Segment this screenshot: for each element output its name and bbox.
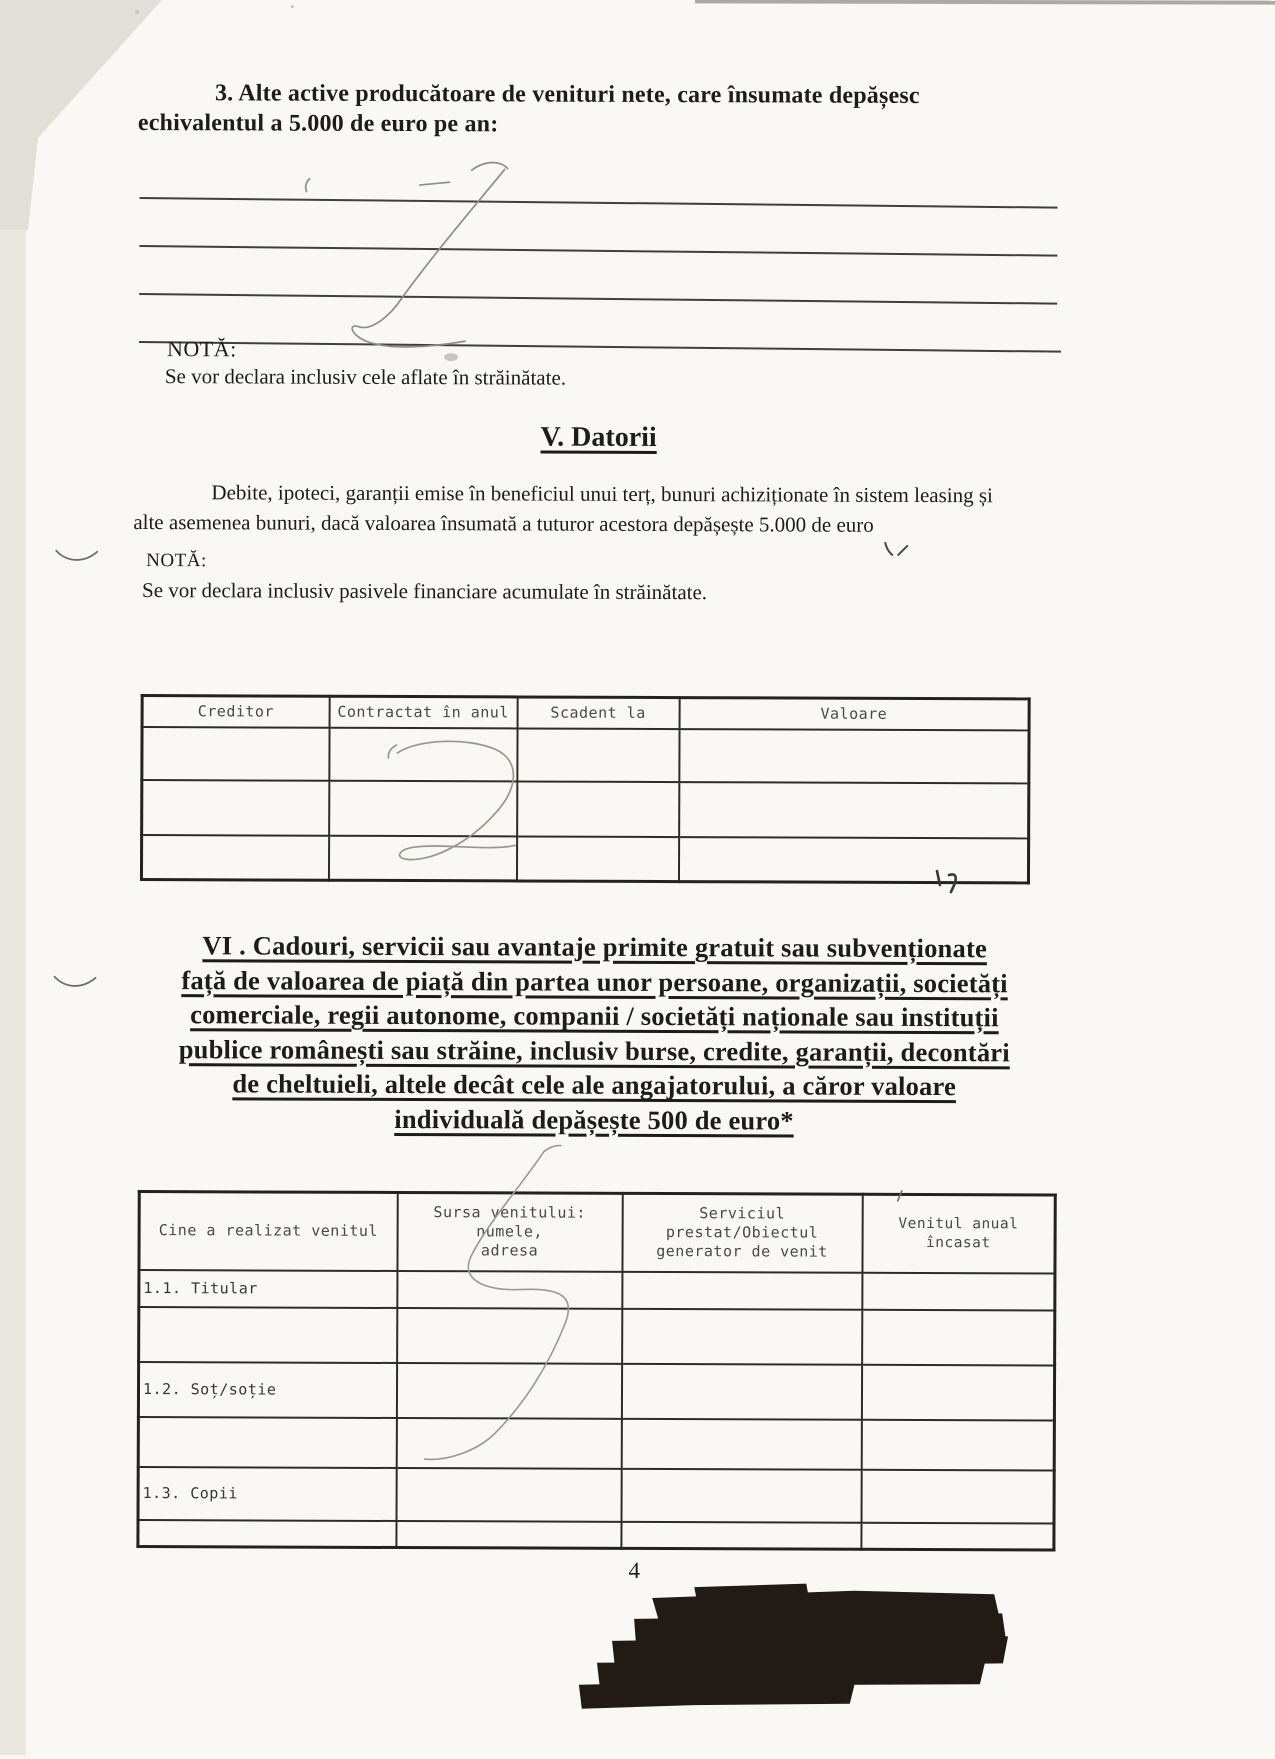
debts-table-row: [141, 835, 1028, 883]
section3-heading-line1: 3. Alte active producătoare de venituri nete, care însumate depășesc: [214, 80, 920, 109]
debts-table-row: [142, 780, 1029, 838]
gifts-header-sursa-line: Sursa venitului: numele,: [433, 1203, 586, 1241]
table-cell: [621, 1521, 861, 1549]
scan-smudges: [134, 4, 459, 361]
table-cell: [861, 1419, 1054, 1470]
gifts-table-row-sot: [138, 1362, 1054, 1421]
gifts-table-row: [138, 1417, 1054, 1471]
table-cell: [622, 1308, 862, 1364]
table-cell: [621, 1363, 861, 1419]
table-cell: [861, 1469, 1054, 1523]
nota1-text: Se vor declara inclusiv cele aflate în străinătate.: [164, 364, 567, 390]
section6-title-line: VI . Cadouri, servicii sau avantaje primite gratuit sau subvenționate: [202, 930, 988, 964]
table-cell: [396, 1520, 621, 1548]
table-cell: [679, 782, 1029, 838]
section6-title-line: de cheltuieli, altele decât cele ale angajatorului, a căror valoare: [232, 1068, 957, 1102]
table-cell: [397, 1270, 622, 1308]
table-cell: [329, 727, 517, 781]
table-cell: [679, 729, 1029, 783]
gifts-table-row: [138, 1520, 1054, 1551]
table-cell: [139, 1307, 397, 1363]
redaction-scribble: [579, 1583, 1008, 1711]
table-cell: [396, 1417, 621, 1468]
nota1-label: NOTĂ:: [166, 336, 237, 362]
debts-table-row: [142, 727, 1029, 783]
section3-heading-line2: echivalentul a 5.000 de euro pe an:: [137, 109, 499, 138]
debts-table-header-row: [142, 696, 1029, 730]
table-cell: [862, 1272, 1055, 1310]
table-cell: [517, 728, 679, 782]
gifts-header-serviciul: [622, 1193, 862, 1272]
table-cell: [621, 1418, 861, 1469]
table-cell: [138, 1520, 396, 1548]
table-cell: [329, 780, 517, 836]
gifts-header-serviciul-line: prestat/Obiectul: [665, 1223, 819, 1242]
gifts-header-sursa: [397, 1192, 622, 1271]
gifts-header-venitul: Venitul anual încasat: [862, 1194, 1055, 1273]
pen-tick-marks: [885, 543, 907, 555]
debts-header-scadent: Scadent la: [517, 697, 679, 729]
table-cell: [861, 1364, 1054, 1420]
section6-title-line: publice românești sau străine, inclusiv burse, credite, garanții, decontări: [178, 1033, 1010, 1068]
row-label-sot-sotie: 1.2. Soț/soție: [138, 1362, 396, 1418]
gifts-table-row-copii: [138, 1467, 1054, 1524]
nota2-text: Se vor declara inclusiv pasivele financiare acumulate în străinătate.: [142, 578, 708, 605]
ruled-line: [139, 245, 1057, 257]
page-number: 4: [628, 1557, 641, 1583]
table-cell: [138, 1417, 396, 1468]
row-label-titular: 1.1. Titular: [139, 1270, 397, 1308]
section5-paragraph-line1: Debite, ipoteci, garanții emise în beneficiul unui terț, bunuri achiziționate în sistem leasing și: [211, 480, 993, 508]
gifts-table-row: [139, 1307, 1055, 1366]
gifts-table: [136, 1190, 1056, 1552]
debts-header-creditor: Creditor: [142, 696, 329, 728]
table-cell: [396, 1362, 621, 1418]
section6-title-line: față de valoarea de piață din partea unor persoane, organizații, societăți: [181, 964, 1008, 998]
table-cell: [622, 1271, 862, 1309]
table-cell: [621, 1468, 861, 1522]
debts-header-contractat: Contractat în anul: [329, 696, 517, 728]
table-cell: [396, 1467, 621, 1521]
table-cell: [862, 1309, 1055, 1365]
gifts-header-serviciul-line: Serviciul: [699, 1204, 786, 1223]
table-cell: [397, 1307, 622, 1363]
table-cell: [141, 835, 328, 881]
gifts-header-cine: Cine a realizat venitul: [139, 1192, 397, 1271]
table-cell: [328, 835, 516, 881]
table-cell: [517, 781, 679, 837]
section5-title: V. Datorii: [540, 421, 657, 453]
section6-title-line: individuală depășește 500 de euro*: [394, 1103, 794, 1136]
gifts-table-header-row: [139, 1192, 1055, 1274]
pen-margin-curl: [55, 551, 98, 986]
section6-title: [114, 928, 1075, 1139]
gifts-table-row-titular: [139, 1270, 1055, 1311]
section6-title-line: comerciale, regii autonome, companii / societăți naționale sau instituții: [190, 999, 999, 1033]
ruled-line: [139, 341, 1061, 353]
nota2-label: NOTĂ:: [146, 550, 207, 572]
row-label-copii: 1.3. Copii: [138, 1467, 396, 1521]
table-cell: [861, 1522, 1054, 1550]
table-cell: [142, 727, 329, 781]
ruled-line: [139, 293, 1057, 305]
gifts-header-serviciul-line: generator de venit: [656, 1242, 828, 1261]
debts-header-valoare: Valoare: [679, 698, 1029, 730]
section5-paragraph-line2: alte asemenea bunuri, dacă valoarea însumată a tuturor acestora depășește 5.000 de euro: [133, 509, 874, 537]
ruled-line: [140, 197, 1058, 209]
table-cell: [142, 780, 329, 836]
debts-table: [140, 694, 1031, 884]
pen-squiggle-ruled-lines: [305, 162, 508, 347]
table-cell: [516, 836, 678, 882]
gifts-header-sursa-line: adresa: [480, 1241, 539, 1260]
table-cell: [678, 837, 1028, 883]
